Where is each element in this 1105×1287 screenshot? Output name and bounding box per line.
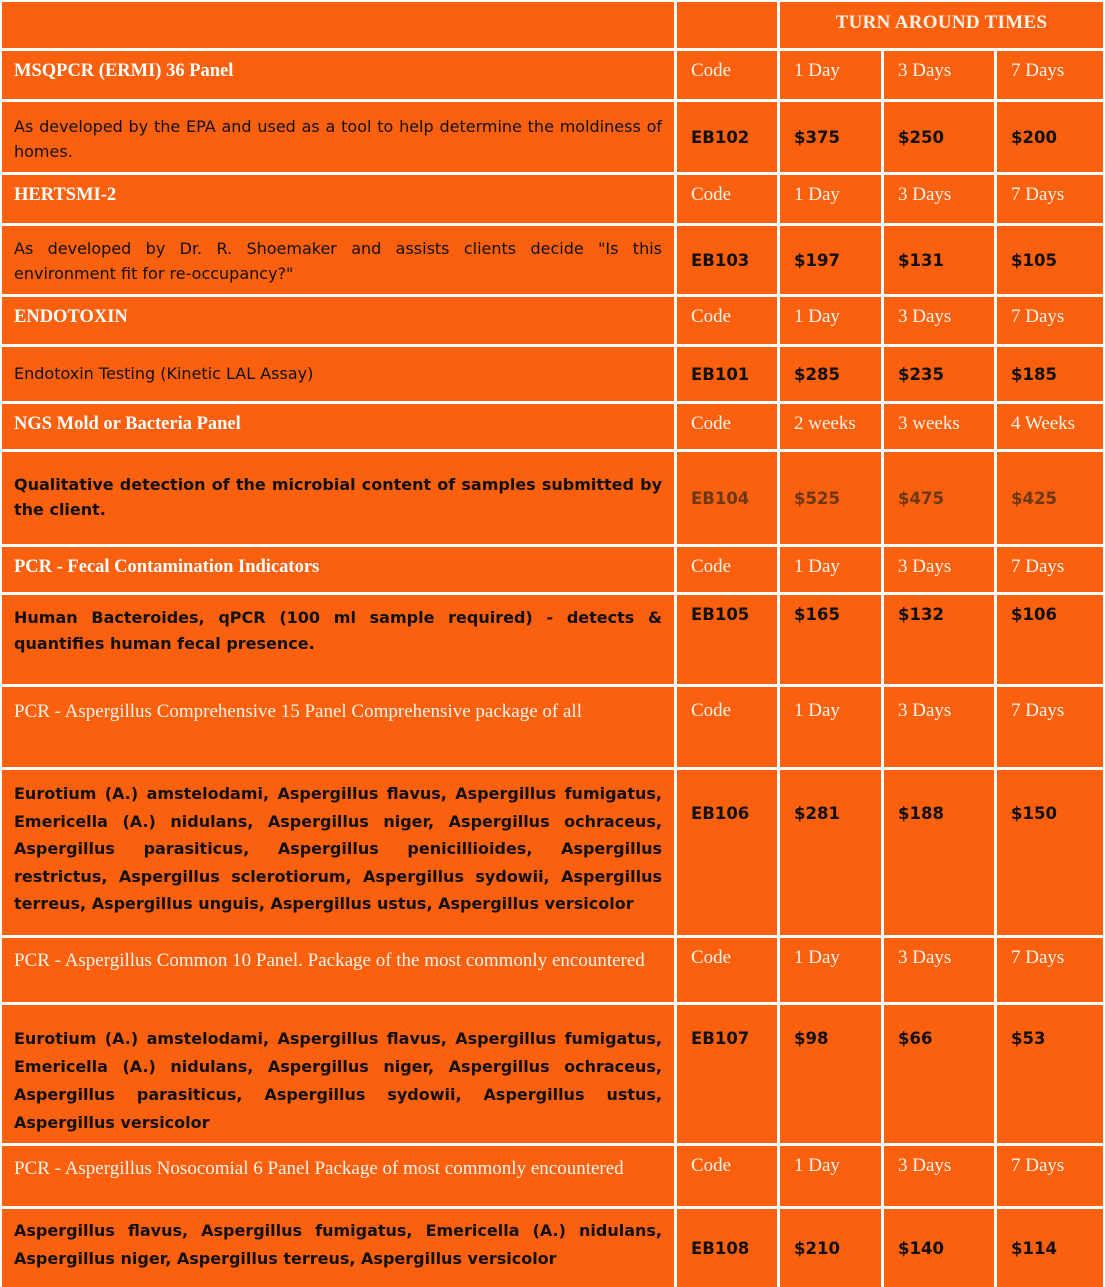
price-3: $200	[997, 102, 1103, 172]
tat-header: 3 Days	[884, 1146, 994, 1206]
price-1: $281	[780, 770, 881, 935]
tat-header: 7 Days	[997, 547, 1103, 592]
tat-header: 1 Day	[780, 51, 881, 99]
tat-header: 1 Day	[780, 547, 881, 592]
code-header: Code	[677, 547, 777, 592]
price-2: $131	[884, 226, 994, 294]
product-code: EB103	[677, 226, 777, 294]
product-code: EB102	[677, 102, 777, 172]
price-3: $114	[997, 1209, 1103, 1287]
price-2: $250	[884, 102, 994, 172]
tat-header: 1 Day	[780, 175, 881, 223]
panel-description: Eurotium (A.) amstelodami, Aspergillus flavus, Aspergillus fumigatus, Emericella (A.) nidulans, Aspergillus niger, Aspergillus ochraceus, Aspergillus parasiticus, Aspergillus penicillioides, Aspergillus restrictus, Aspergillus sclerotiorum, Aspergillus sydowii, Aspergillus terreus, Aspergillus unguis, Aspergillus ustus, Aspergillus versicolor	[2, 770, 674, 935]
panel-description: Aspergillus flavus, Aspergillus fumigatus, Emericella (A.) nidulans, Aspergillus niger, Aspergillus terreus, Aspergillus versicolor	[2, 1209, 674, 1287]
code-header: Code	[677, 687, 777, 767]
panel-title: NGS Mold or Bacteria Panel	[2, 404, 674, 449]
tat-header: 7 Days	[997, 938, 1103, 1002]
tat-header: 1 Day	[780, 1146, 881, 1206]
header-blank-code-cell	[677, 2, 777, 48]
price-2: $188	[884, 770, 994, 935]
product-code: EB101	[677, 347, 777, 401]
price-1: $210	[780, 1209, 881, 1287]
panel-description: Endotoxin Testing (Kinetic LAL Assay)	[2, 347, 674, 401]
tat-header: 7 Days	[997, 687, 1103, 767]
product-code: EB105	[677, 595, 777, 684]
price-2: $475	[884, 452, 994, 544]
panel-title: PCR - Fecal Contamination Indicators	[2, 547, 674, 592]
product-code: EB108	[677, 1209, 777, 1287]
price-1: $285	[780, 347, 881, 401]
price-2: $140	[884, 1209, 994, 1287]
panel-title: MSQPCR (ERMI) 36 Panel	[2, 51, 674, 99]
header-blank-cell	[2, 2, 674, 48]
tat-header: 7 Days	[997, 297, 1103, 344]
price-3: $106	[997, 595, 1103, 684]
price-1: $197	[780, 226, 881, 294]
panel-description: Qualitative detection of the microbial content of samples submitted by the client.	[2, 452, 674, 544]
code-header: Code	[677, 1146, 777, 1206]
tat-header: 2 weeks	[780, 404, 881, 449]
code-header: Code	[677, 175, 777, 223]
code-header: Code	[677, 404, 777, 449]
code-header: Code	[677, 297, 777, 344]
tat-header: 4 Weeks	[997, 404, 1103, 449]
panel-description: As developed by the EPA and used as a tool to help determine the moldiness of homes.	[2, 102, 674, 172]
price-3: $150	[997, 770, 1103, 935]
tat-header: 3 Days	[884, 938, 994, 1002]
price-2: $132	[884, 595, 994, 684]
price-1: $165	[780, 595, 881, 684]
tat-header: 3 Days	[884, 547, 994, 592]
panel-description: As developed by Dr. R. Shoemaker and assists clients decide "Is this environment fit for re-occupancy?"	[2, 226, 674, 294]
product-code: EB107	[677, 1005, 777, 1143]
tat-header: 1 Day	[780, 938, 881, 1002]
tat-header: 3 weeks	[884, 404, 994, 449]
panel-title: ENDOTOXIN	[2, 297, 674, 344]
panel-title: PCR - Aspergillus Comprehensive 15 Panel Comprehensive package of all	[2, 687, 674, 767]
price-1: $98	[780, 1005, 881, 1143]
tat-header: 1 Day	[780, 297, 881, 344]
code-header: Code	[677, 938, 777, 1002]
pricing-table	[2, 2, 1103, 1268]
tat-header: 1 Day	[780, 687, 881, 767]
price-1: $525	[780, 452, 881, 544]
product-code: EB104	[677, 452, 777, 544]
price-2: $66	[884, 1005, 994, 1143]
panel-title: PCR - Aspergillus Nosocomial 6 Panel Package of most commonly encountered	[2, 1146, 674, 1206]
product-code: EB106	[677, 770, 777, 935]
tat-header: 7 Days	[997, 1146, 1103, 1206]
price-3: $105	[997, 226, 1103, 294]
tat-header: 3 Days	[884, 297, 994, 344]
price-3: $425	[997, 452, 1103, 544]
tat-header: 3 Days	[884, 51, 994, 99]
tat-header: 3 Days	[884, 687, 994, 767]
tat-header: 7 Days	[997, 175, 1103, 223]
tat-header: 3 Days	[884, 175, 994, 223]
panel-title: HERTSMI-2	[2, 175, 674, 223]
panel-title: PCR - Aspergillus Common 10 Panel. Package of the most commonly encountered	[2, 938, 674, 1002]
price-1: $375	[780, 102, 881, 172]
code-header: Code	[677, 51, 777, 99]
price-3: $53	[997, 1005, 1103, 1143]
panel-description: Eurotium (A.) amstelodami, Aspergillus flavus, Aspergillus fumigatus, Emericella (A.) nidulans, Aspergillus niger, Aspergillus ochraceus, Aspergillus parasiticus, Aspergillus sydowii, Aspergillus ustus, Aspergillus versicolor	[2, 1005, 674, 1143]
price-2: $235	[884, 347, 994, 401]
tat-header: 7 Days	[997, 51, 1103, 99]
turn-around-times-header: TURN AROUND TIMES	[780, 2, 1103, 48]
panel-description: Human Bacteroides, qPCR (100 ml sample required) - detects & quantifies human fecal presence.	[2, 595, 674, 684]
price-3: $185	[997, 347, 1103, 401]
